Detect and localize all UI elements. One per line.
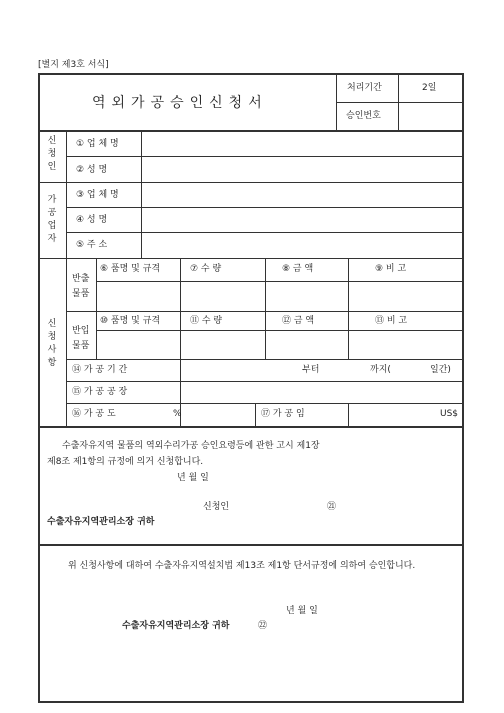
- statement-addressee: 수출자유지역관리소장 귀하: [47, 517, 155, 527]
- applicant-company-field[interactable]: [150, 140, 450, 152]
- applicant-company-label: ① 업 체 명: [76, 139, 119, 149]
- applicant-section-label: 신 청 인: [47, 136, 57, 172]
- processing-wage-unit: US$: [440, 409, 459, 419]
- processing-period-label: 처리기간: [347, 83, 382, 93]
- statement-line-2: 제8조 제1항의 규정에 의거 신청합니다.: [47, 457, 204, 467]
- statement-line-1: 수출자유지역 물품의 역외수리가공 승인요령등에 관한 고시 제1장: [62, 441, 320, 451]
- approval-text: 위 신청사항에 대하여 수출자유지역설치법 제13조 제1항 단서규정에 의하여 승인합니다.: [68, 561, 416, 571]
- in-col-qty: ⑪ 수 량: [190, 316, 223, 326]
- period-days: 일간): [430, 365, 451, 375]
- applicant-name-label: ② 성 명: [76, 165, 108, 175]
- outbound-goods-label: 반출물품: [72, 274, 90, 299]
- applicant-name-field[interactable]: [150, 166, 450, 178]
- processor-section-label: 가 공 업 자: [47, 195, 57, 244]
- form-title: 역외가공승인신청서: [92, 95, 268, 111]
- approval-number-label: 승인번호: [346, 111, 381, 121]
- application-section-label: 신 청 사 항: [47, 319, 57, 368]
- processing-period-value: 2일: [422, 83, 437, 93]
- approval-signer: 수출자유지역관리소장 귀하: [122, 621, 230, 631]
- out-col-name: ⑥ 품명 및 규격: [100, 264, 161, 274]
- processing-wage-label: ⑰ 가 공 임: [261, 409, 305, 419]
- inbound-goods-label: 반입물품: [72, 326, 90, 351]
- statement-date: 년 월 일: [177, 473, 209, 483]
- in-col-amount: ⑫ 금 액: [282, 316, 315, 326]
- processor-address-label: ⑤ 주 소: [76, 240, 108, 250]
- in-col-remark: ⑬ 비 고: [375, 316, 408, 326]
- processor-name-field[interactable]: [150, 216, 450, 228]
- processor-company-field[interactable]: [150, 191, 450, 203]
- processor-name-label: ④ 성 명: [76, 215, 108, 225]
- in-col-name: ⑩ 품명 및 규격: [100, 316, 161, 326]
- processor-address-field[interactable]: [150, 241, 450, 253]
- out-col-remark: ⑨ 비 고: [375, 264, 407, 274]
- out-col-qty: ⑦ 수 량: [190, 264, 222, 274]
- factory-label: ⑮ 가 공 공 장: [72, 387, 128, 397]
- factory-field[interactable]: [186, 386, 456, 398]
- period-from: 부터: [302, 365, 320, 375]
- period-to: 까지(: [370, 365, 391, 375]
- processor-company-label: ③ 업 체 명: [76, 190, 119, 200]
- approval-date: 년 월 일: [286, 606, 318, 616]
- applicant-seal: ㉑: [327, 502, 337, 512]
- processing-period-label-row: ⑭ 가 공 기 간: [72, 365, 128, 375]
- processing-degree-label: ⑯ 가 공 도: [72, 409, 116, 419]
- applicant-sign-label: 신청인: [203, 502, 230, 512]
- approval-seal: ㉒: [258, 621, 268, 631]
- processing-degree-unit: %: [173, 409, 182, 419]
- form-number: [별지 제3호 서식]: [38, 60, 109, 70]
- out-col-amount: ⑧ 금 액: [282, 264, 314, 274]
